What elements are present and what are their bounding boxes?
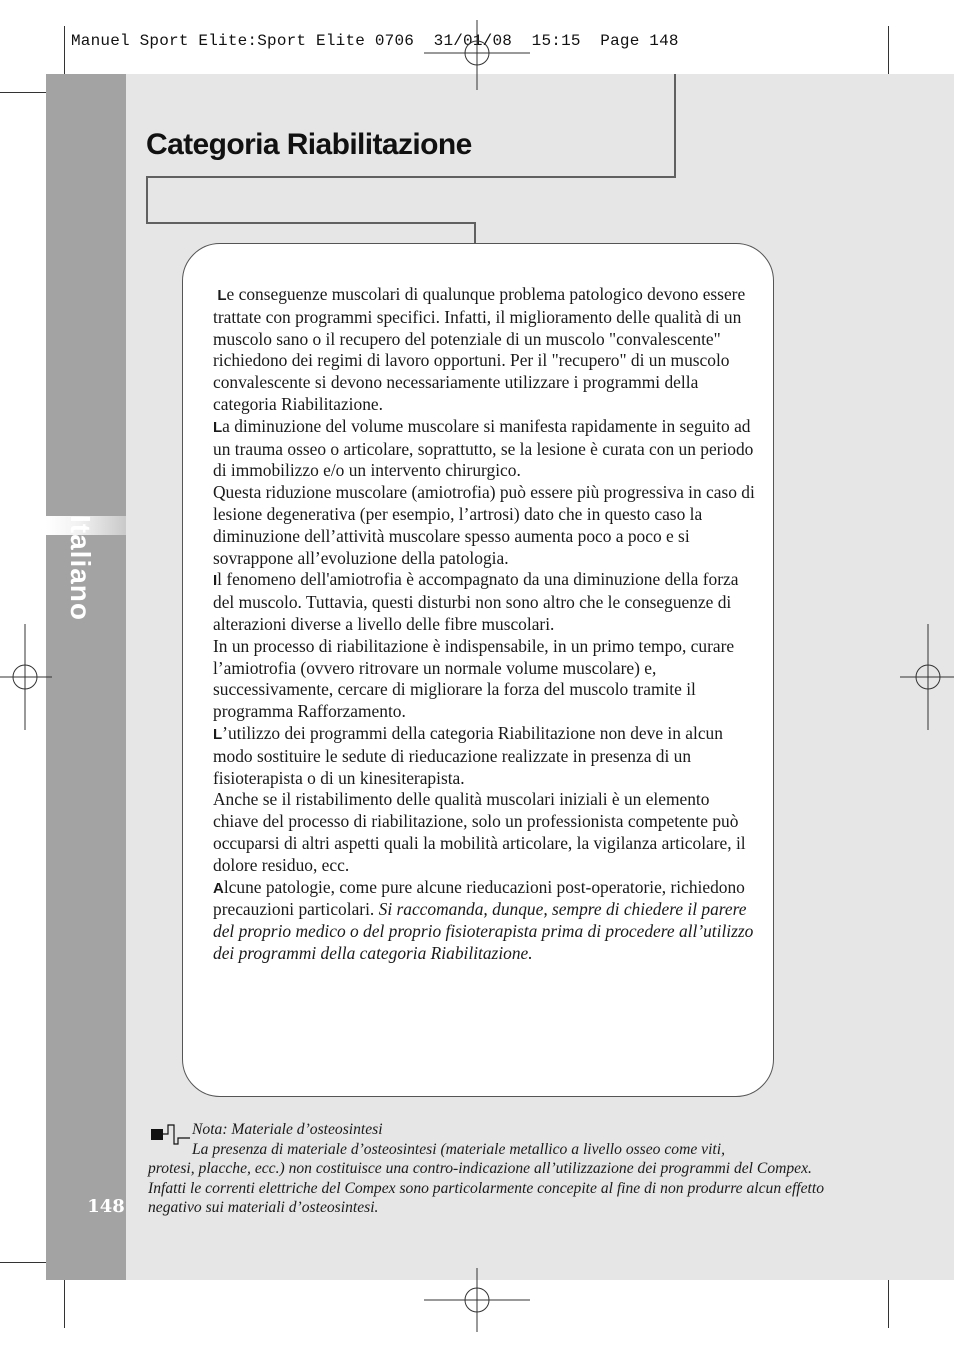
- crop-mark: [888, 1276, 889, 1328]
- paragraph-text: l fenomeno dell'amiotrofia è accompagnato da una diminuzione della forza del muscolo. Tuttavia, questi disturbi non sono altro che le conseguenze di alterazioni diverse a livello delle fibre muscolari.: [213, 569, 739, 634]
- note-title: Nota: Materiale d’osteosintesi: [192, 1121, 383, 1138]
- paragraph: [213, 416, 758, 482]
- body-text: [213, 284, 758, 965]
- registration-mark-left: [0, 624, 52, 730]
- page-title: Categoria Riabilitazione: [146, 128, 472, 161]
- paragraph: In un processo di riabilitazione è indispensabile, in un primo tempo, curare l’amiotrofia (ovvero ritrovare un normale volume muscolare) e, successivamente, cercare di migliorare la forza del muscolo tramite il programma Rafforzamento.: [213, 635, 735, 722]
- paragraph-text: ’utilizzo dei programmi della categoria Riabilitazione non deve in alcun modo sostituire le sedute di rieducazione realizzate in presenza di un fisioterapista o di un kinesiterapista.: [213, 722, 723, 788]
- page-number: 148: [87, 1196, 125, 1217]
- paragraph-text: e conseguenze muscolari di qualunque problema patologico devono essere trattate con programmi specifici. Infatti, il miglioramento delle qualità di un muscolo sano o il recupero del potenziale di un muscolo "convalescente" richiedono dei regimi di lavoro opportuni. Per il "recupero" di un muscolo convalescente si devono necessariamente utilizzare i programmi della categoria Riabilitazione.: [213, 284, 746, 414]
- drop-cap: L: [213, 725, 223, 743]
- registration-mark-top: [424, 20, 530, 90]
- title-frame: [474, 222, 476, 244]
- paragraph: [213, 284, 758, 416]
- title-frame: [146, 176, 148, 224]
- note: [148, 1120, 828, 1218]
- drop-cap: A: [213, 879, 224, 897]
- note-body: protesi, placche, ecc.) non costituisce una contro-indicazione all’utilizzazione dei programmi del Compex. Infatti le correnti elettriche del Compex sono particolarmente concepite al fine di non produrre alcun effetto negativo sui materiali d’osteosintesi.: [148, 1160, 825, 1217]
- sidebar: [46, 74, 126, 1280]
- print-slug: Manuel Sport Elite:Sport Elite 0706 31/01/08 15:15 Page 148: [71, 32, 679, 50]
- crop-mark: [64, 1276, 65, 1328]
- title-frame: [146, 176, 676, 178]
- paragraph: [213, 723, 758, 789]
- paragraph: Questa riduzione muscolare (amiotrofia) può essere più progressiva in caso di lesione degenerativa (per esempio, l’artrosi) dato che in questo caso la diminuzione dell’attività muscolare spesso aumenta poco a poco e si sovrappone all’evoluzione della patologia.: [213, 482, 755, 568]
- paragraph: [213, 877, 758, 965]
- crop-mark: [0, 92, 52, 93]
- crop-mark: [888, 26, 889, 76]
- note-line: La presenza di materiale d’osteosintesi (materiale metallico a livello osseo come viti,: [192, 1140, 725, 1158]
- registration-mark-right: [900, 624, 954, 730]
- crop-mark: [64, 26, 65, 76]
- paragraph-text: a diminuzione del volume muscolare si manifesta rapidamente in seguito ad un trauma osseo o articolare, soprattutto, se la lesione è curata con un periodo di immobilizzo e/o un intervento chirurgico.: [213, 415, 754, 481]
- recommendation-text: Si raccomanda, dunque, sempre di chiedere il parere del proprio medico o del proprio fisioterapista prima di procedere all’utilizzo dei programmi della categoria Riabilitazione.: [213, 899, 754, 963]
- title-frame: [674, 74, 676, 178]
- registration-mark-bottom: [424, 1268, 530, 1332]
- drop-cap: L: [217, 287, 227, 304]
- title-frame: [146, 222, 476, 224]
- language-label: Italiano: [65, 514, 96, 621]
- crop-mark: [0, 1262, 52, 1263]
- paragraph: [213, 569, 758, 635]
- drop-cap: I: [213, 572, 218, 590]
- drop-cap: L: [213, 418, 223, 436]
- paragraph-text: lcune patologie, come pure alcune rieducazioni post-operatorie, richiedono precauzioni particolari.: [213, 876, 745, 920]
- paragraph: Anche se il ristabilimento delle qualità muscolari iniziali è un elemento chiave del processo di riabilitazione, solo un professionista competente può occuparsi di altri aspetti quali la mobilità articolare, la vigilanza articolare, il dolore residuo, ecc.: [213, 789, 746, 875]
